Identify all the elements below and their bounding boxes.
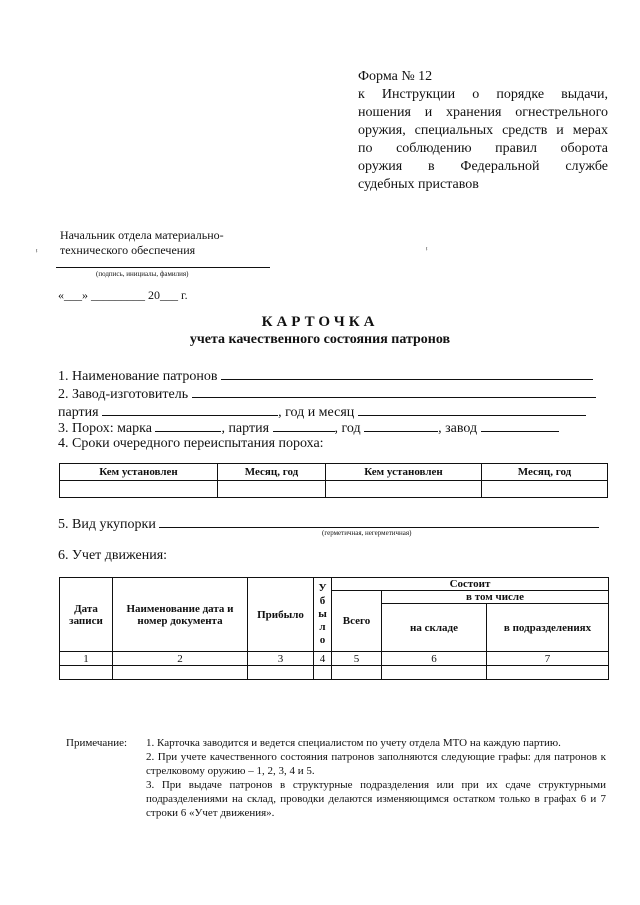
movement-cell[interactable] xyxy=(332,666,382,680)
signature-line[interactable] xyxy=(56,267,270,268)
form-reference xyxy=(358,68,608,194)
field-powder xyxy=(58,419,559,437)
col-total: Всего xyxy=(332,591,382,652)
field-label: 5. Вид укупорки xyxy=(58,517,156,532)
form-ref-line: ношения и хранения огнестрельного xyxy=(358,105,608,120)
form-ref-line: к Инструкции о порядке выдачи, xyxy=(358,87,608,102)
retest-header: Кем установлен xyxy=(60,464,218,481)
powder-year-input[interactable] xyxy=(364,419,438,432)
col-units: в подразделениях xyxy=(487,604,609,652)
retest-cell[interactable] xyxy=(218,481,326,498)
col-number: 6 xyxy=(382,652,487,666)
form-ref-line: по соблюдению правил оборота xyxy=(358,141,608,156)
form-number: Форма № 12 xyxy=(358,69,433,84)
movement-cell[interactable] xyxy=(314,666,332,680)
retest-cell[interactable] xyxy=(60,481,218,498)
movement-table xyxy=(59,577,609,680)
field-label: , год xyxy=(334,421,361,436)
col-warehouse: на складе xyxy=(382,604,487,652)
field-label: , завод xyxy=(438,421,478,436)
field-retest-dates: 4. Сроки очередного переиспытания пороха: xyxy=(58,436,324,451)
col-number: 4 xyxy=(314,652,332,666)
note-item: 1. Карточка заводится и ведется специалистом по учету отдела МТО на каждую партию. xyxy=(146,737,561,749)
powder-plant-input[interactable] xyxy=(481,419,559,432)
scan-mark: ⸯ xyxy=(424,248,430,258)
note-item: 3. При выдаче патронов в структурные подразделения или при их сдаче структурными подразделениями на склад, проводки делаются изменяющимся остатком только в графах 6 и 7 строки 6 «Учет движения». xyxy=(146,779,606,819)
col-arrived: Прибыло xyxy=(248,578,314,652)
field-label: , год и месяц xyxy=(278,405,355,420)
party-input[interactable] xyxy=(102,403,278,416)
col-including: в том числе xyxy=(382,591,609,604)
movement-cell[interactable] xyxy=(60,666,113,680)
col-number: 7 xyxy=(487,652,609,666)
movement-cell[interactable] xyxy=(248,666,314,680)
retest-cell[interactable] xyxy=(326,481,482,498)
col-date: Дата записи xyxy=(60,578,113,652)
col-departed-letter: ы xyxy=(318,608,327,620)
movement-cell[interactable] xyxy=(487,666,609,680)
col-departed-letter: о xyxy=(319,634,326,646)
powder-brand-input[interactable] xyxy=(155,419,221,432)
retest-header: Месяц, год xyxy=(482,464,608,481)
ammo-name-input[interactable] xyxy=(221,367,593,380)
approval-title-line: технического обеспечения xyxy=(60,243,196,257)
packaging-input[interactable] xyxy=(159,515,599,528)
signature-caption: (подпись, инициалы, фамилия) xyxy=(96,270,189,278)
field-label: партия xyxy=(58,405,99,420)
col-number: 2 xyxy=(113,652,248,666)
field-movement: 6. Учет движения: xyxy=(58,548,168,563)
year-month-input[interactable] xyxy=(358,403,586,416)
notes-list xyxy=(146,736,606,820)
form-ref-line: оружия в Федеральной службе xyxy=(358,159,608,174)
col-state: Состоит xyxy=(332,578,609,591)
col-document: Наименование дата и номер документа xyxy=(113,578,248,652)
form-ref-line: оружия, специальных средств и мерах xyxy=(358,123,608,138)
field-manufacturer xyxy=(58,385,596,403)
retest-header: Месяц, год xyxy=(218,464,326,481)
approval-block xyxy=(60,228,224,258)
retest-cell[interactable] xyxy=(482,481,608,498)
retest-table xyxy=(59,463,608,498)
field-label: 3. Порох: марка xyxy=(58,421,152,436)
note-item: 2. При учете качественного состояния патронов заполняются следующие графы: для патронов к стрелковому оружию – 1, 2, 3, 4 и 5. xyxy=(146,751,606,777)
field-label: 1. Наименование патронов xyxy=(58,369,218,384)
col-departed xyxy=(314,578,332,652)
col-departed-letter: У xyxy=(318,582,327,594)
movement-cell[interactable] xyxy=(113,666,248,680)
scan-mark: ⸯ xyxy=(34,250,40,260)
retest-header: Кем установлен xyxy=(326,464,482,481)
manufacturer-input[interactable] xyxy=(192,385,596,398)
movement-cell[interactable] xyxy=(382,666,487,680)
col-number: 5 xyxy=(332,652,382,666)
packaging-caption: (герметичная, негерметичная) xyxy=(322,529,412,537)
col-departed-letter: б xyxy=(319,595,326,607)
form-ref-line: судебных приставов xyxy=(358,177,479,192)
col-number: 3 xyxy=(248,652,314,666)
approval-title-line: Начальник отдела материально- xyxy=(60,228,224,242)
powder-party-input[interactable] xyxy=(273,419,335,432)
card-title: КАРТОЧКА xyxy=(261,314,379,330)
notes-label: Примечание: xyxy=(66,737,128,749)
field-label: , партия xyxy=(221,421,270,436)
field-ammo-name xyxy=(58,367,593,385)
field-label: 2. Завод-изготовитель xyxy=(58,387,189,402)
col-departed-letter: л xyxy=(319,621,326,633)
card-subtitle: учета качественного состояния патронов xyxy=(189,332,451,347)
approval-date[interactable]: «___» _________ 20___ г. xyxy=(58,288,188,302)
col-number: 1 xyxy=(60,652,113,666)
